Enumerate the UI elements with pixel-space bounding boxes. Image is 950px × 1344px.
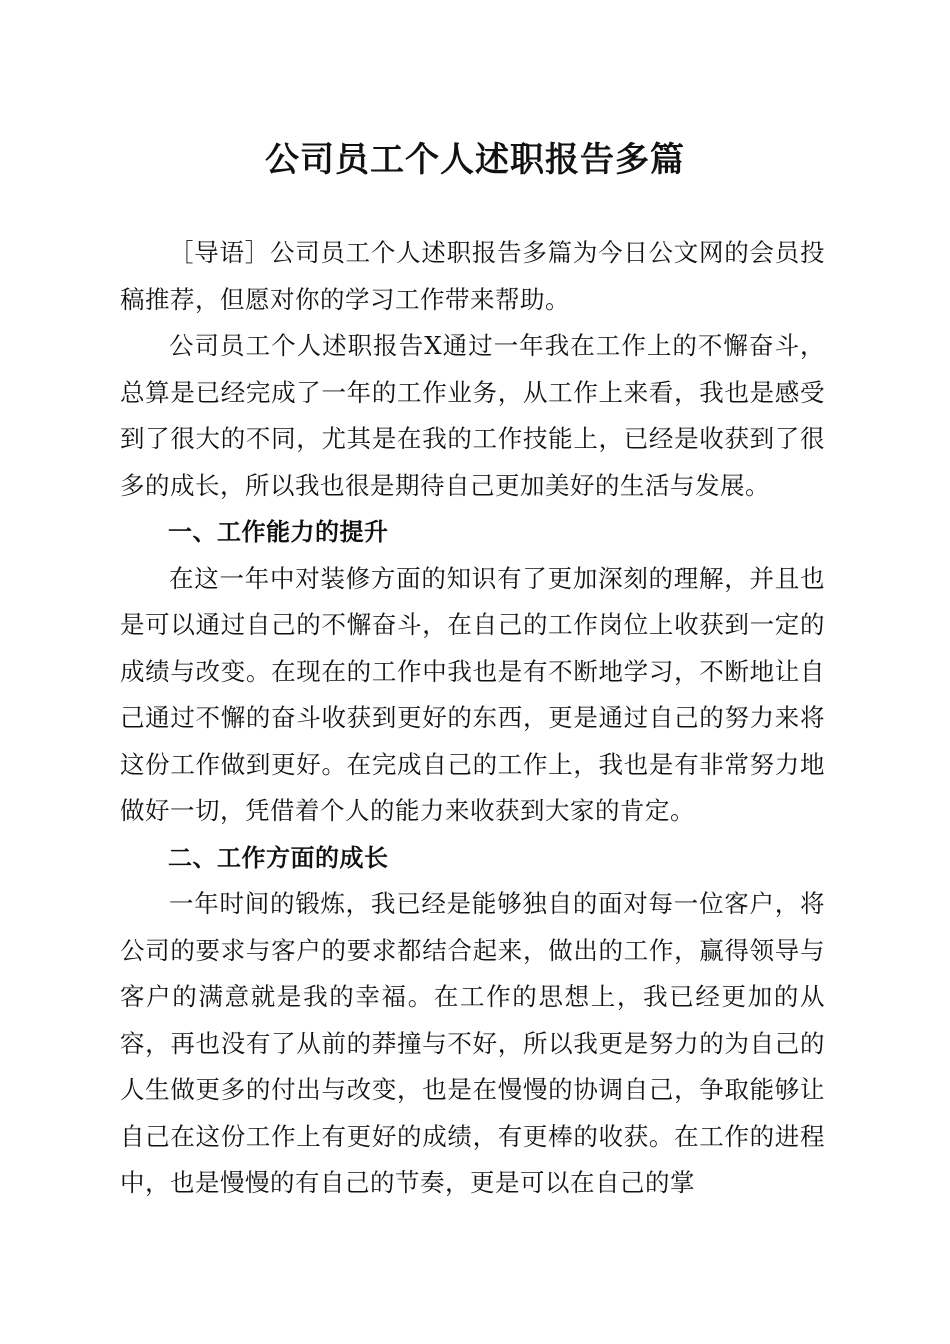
section-heading-1: 一、工作能力的提升 xyxy=(168,518,389,546)
body-paragraph-3: 一年时间的锻炼，我已经是能够独自的面对每一位客户，将公司的要求与客户的要求都结合起来，做出的工作，赢得领导与客户的满意就是我的幸福。在工作的思想上，我已经更加的从容，再也没有了从前的莽撞与不好，所以我更是努力的为自己的人生做更多的付出与改变，也是在慢慢的协调自己，争取能够让自己在这份工作上有更好的成绩，有更棒的收获。在工作的进程中，也是慢慢的有自己的节奏，更是可以在自己的掌 xyxy=(120,889,825,1197)
document-title: 公司员工个人述职报告多篇 xyxy=(265,140,685,180)
section-heading-2: 二、工作方面的成长 xyxy=(168,843,389,872)
body-paragraph-1: 公司员工个人述职报告X通过一年我在工作上的不懈奋斗，总算是已经完成了一年的工作业务，从工作上来看，我也是感受到了很大的不同，尤其是在我的工作技能上，已经是收获到了很多的成长，所以我也很是期待自己更加美好的生活与发展。 xyxy=(120,331,825,500)
intro-paragraph: ［导语］公司员工个人述职报告多篇为今日公文网的会员投稿推荐，但愿对你的学习工作带来帮助。 xyxy=(120,238,825,314)
body-paragraph-2: 在这一年中对装修方面的知识有了更加深刻的理解，并且也是可以通过自己的不懈奋斗，在自己的工作岗位上收获到一定的成绩与改变。在现在的工作中我也是有不断地学习，不断地让自己通过不懈的奋斗收获到更好的东西，更是通过自己的努力来将这份工作做到更好。在完成自己的工作上，我也是有非常努力地做好一切，凭借着个人的能力来收获到大家的肯定。 xyxy=(120,563,825,825)
document-body xyxy=(120,230,825,1207)
